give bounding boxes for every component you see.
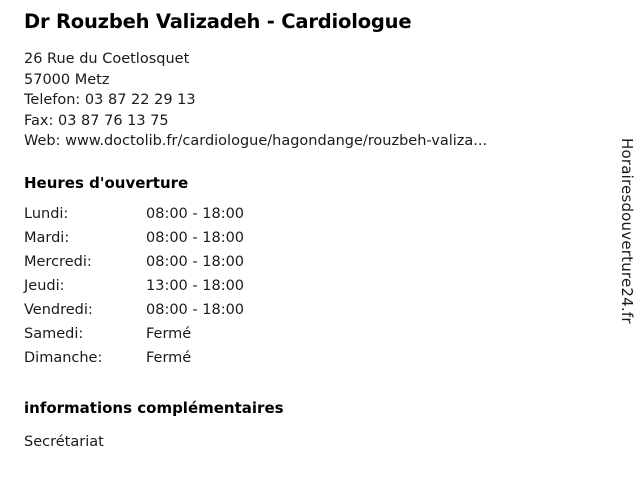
opening-hours-table (24, 206, 244, 374)
fax-line: Fax: 03 87 76 13 75 (24, 112, 169, 129)
address-city: 57000 Metz (24, 71, 110, 88)
business-info-block (24, 10, 594, 452)
day-label: Mercredi: (24, 253, 92, 270)
table-row (24, 254, 244, 278)
table-row (24, 350, 244, 374)
page-title: Dr Rouzbeh Valizadeh - Cardiologue (24, 10, 412, 33)
day-hours: 08:00 - 18:00 (146, 229, 245, 246)
day-hours: 08:00 - 18:00 (146, 301, 245, 318)
day-hours: 13:00 - 18:00 (146, 277, 245, 294)
address-street: 26 Rue du Coetlosquet (24, 51, 190, 68)
day-label: Lundi: (24, 205, 69, 222)
day-label: Dimanche: (24, 349, 103, 366)
day-hours: Fermé (146, 325, 192, 342)
opening-hours-heading: Heures d'ouverture (24, 173, 189, 192)
table-row (24, 206, 244, 230)
watermark-label: Horairesdouverture24.fr (618, 138, 636, 324)
day-hours: 08:00 - 18:00 (146, 253, 245, 270)
day-hours: 08:00 - 18:00 (146, 205, 245, 222)
website-line: Web: www.doctolib.fr/cardiologue/hagondange/rouzbeh-valiza... (24, 133, 488, 150)
table-row (24, 326, 244, 350)
phone-line: Telefon: 03 87 22 29 13 (24, 92, 196, 109)
day-hours: Fermé (146, 349, 192, 366)
table-row (24, 230, 244, 254)
additional-info-heading: informations complémentaires (24, 398, 284, 417)
day-label: Jeudi: (24, 277, 65, 294)
additional-info-text: Secrétariat (24, 433, 104, 450)
day-label: Samedi: (24, 325, 84, 342)
table-row (24, 278, 244, 302)
day-label: Mardi: (24, 229, 70, 246)
table-row (24, 302, 244, 326)
day-label: Vendredi: (24, 301, 93, 318)
